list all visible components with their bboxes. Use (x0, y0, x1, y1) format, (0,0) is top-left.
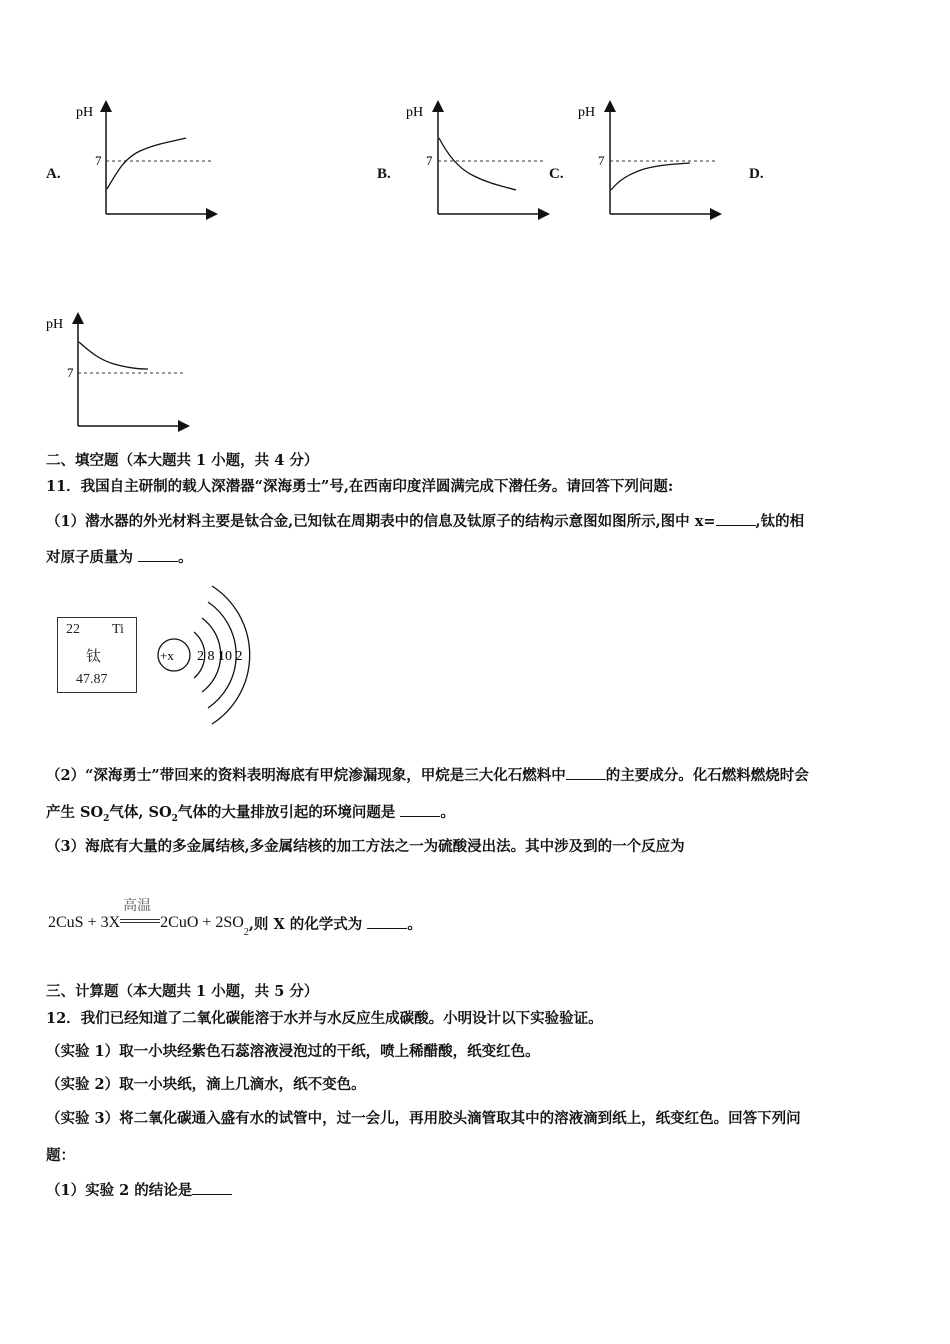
equals-line-top (120, 919, 160, 920)
experiment-3-line1: （实验 3）将二氧化碳通入盛有水的试管中，过一会儿，再用胶头滴管取其中的溶液滴到纸上，纸变红色。回答下列问 (46, 1110, 801, 1127)
q11-p2-text-c2: 气体, SO (109, 804, 172, 821)
q11-p2-text-c1: 产生 SO (46, 804, 104, 821)
reaction-condition (120, 895, 160, 931)
axis-y-label: pH (46, 317, 64, 332)
question-11-intro: 11．我国自主研制的载人深潜器“深海勇士”号,在西南印度洋圆满完成下潜任务。请回答下列问题: (46, 478, 674, 495)
graph-a (70, 98, 225, 224)
q12-p1-text: （1）实验 2 的结论是 (46, 1182, 193, 1199)
experiment-1: （实验 1）取一小块经紫色石蕊溶液浸泡过的干纸，喷上稀醋酸，纸变红色。 (46, 1043, 540, 1060)
q11-p1-text-a: （1）潜水器的外光材料主要是钛合金,已知钛在周期表中的信息及钛原子的结构示意图如图所示,图中 x= (46, 513, 716, 530)
q11-p1-text-c: 对原子质量为 (46, 549, 139, 566)
question-11-part1-line2 (46, 546, 193, 567)
equals-line-bottom (120, 922, 160, 923)
condition-text: 高温 (123, 898, 152, 914)
ph-curve (79, 342, 148, 369)
section-heading-calculation: 三、计算题（本大题共 1 小题，共 5 分） (46, 983, 319, 1000)
axis-y-label: pH (406, 105, 424, 120)
graph-c (574, 98, 729, 224)
experiment-3-line2: 题： (46, 1147, 75, 1164)
question-12-intro: 12．我们已经知道了二氧化碳能溶于水并与水反应生成碳酸。小明设计以下实验验证。 (46, 1010, 603, 1027)
ref-label: 7 (95, 153, 102, 168)
q11-p2-text-c3: 气体的大量排放引起的环境问题是 (177, 804, 401, 821)
nucleus-charge: +x (160, 648, 174, 663)
answer-blank-formula[interactable] (367, 916, 407, 929)
axis-y-label: pH (76, 105, 94, 120)
equation-left: 2CuS + 3X (48, 914, 121, 931)
answer-blank-x[interactable] (716, 513, 756, 526)
ph-curve (439, 138, 516, 190)
answer-blank-fuel[interactable] (566, 767, 606, 780)
ref-label: 7 (598, 153, 605, 168)
question-11-part1-line1 (46, 510, 804, 531)
atom-structure-diagram (150, 580, 260, 730)
answer-blank-conclusion[interactable] (192, 1182, 232, 1195)
element-name: 钛 (86, 647, 102, 665)
element-symbol: Ti (112, 622, 124, 637)
q11-p1-end: 。 (178, 549, 193, 566)
equation-right: 2CuO + 2SO (160, 914, 244, 931)
question-11-part2-line1 (46, 764, 809, 785)
answer-blank-environment[interactable] (400, 804, 440, 817)
periodic-table-cell-ti (57, 617, 137, 693)
question-11-part3: （3）海底有大量的多金属结核,多金属结核的加工方法之一为硫酸浸出法。其中涉及到的一个反应为 (46, 838, 685, 855)
atomic-mass: 47.87 (76, 672, 108, 687)
question-11-part2-line2: 产生 $SO_2$气体, $SO_2$气体的大量排放引起的环境问题是 。 (46, 804, 455, 824)
option-d-label: D. (749, 166, 764, 182)
ref-label: 7 (426, 153, 433, 168)
equation-question: ,则 X 的化学式为 (248, 916, 368, 933)
option-a-label: A. (46, 166, 61, 182)
equation-end: 。 (407, 916, 422, 933)
section-heading-fill-blank: 二、填空题（本大题共 1 小题，共 4 分） (46, 452, 319, 469)
q11-p2-text-b: 的主要成分。化石燃料燃烧时会 (605, 767, 809, 784)
ref-label: 7 (67, 365, 74, 380)
q11-p2-text-a: （2）“深海勇士”带回来的资料表明海底有甲烷渗漏现象，甲烷是三大化石燃料中 (46, 767, 566, 784)
chemical-equation (48, 895, 422, 939)
answer-blank-mass[interactable] (138, 549, 178, 562)
electron-counts: 2 8 10 2 (197, 649, 243, 664)
option-b-label: B. (377, 166, 391, 182)
ph-curve (611, 163, 690, 190)
q11-p2-end: 。 (440, 804, 455, 821)
q11-p1-text-b: ,钛的相 (755, 513, 805, 530)
question-12-part1 (46, 1179, 232, 1200)
equation-subscript: 2 (243, 927, 249, 939)
axis-y-label: pH (578, 105, 596, 120)
option-c-label: C. (549, 166, 564, 182)
graph-b (402, 98, 557, 224)
experiment-2: （实验 2）取一小块纸，滴上几滴水，纸不变色。 (46, 1076, 366, 1093)
graph-d (42, 310, 197, 436)
atomic-number: 22 (66, 622, 80, 637)
ph-curve (107, 138, 186, 189)
